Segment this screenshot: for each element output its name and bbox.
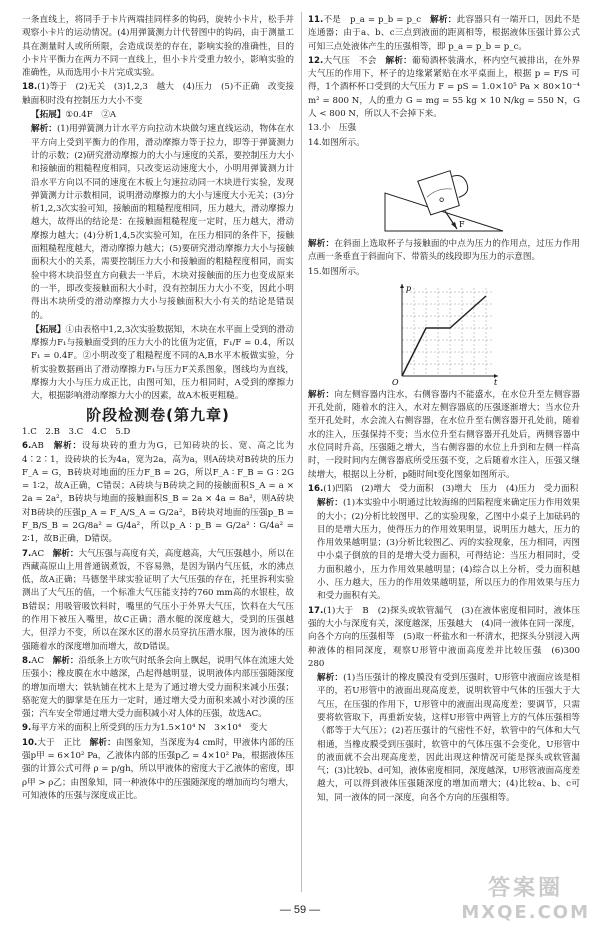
q18-extension bbox=[22, 109, 294, 122]
q14-analysis bbox=[308, 238, 580, 265]
extension-tag: 【拓展】 bbox=[31, 110, 66, 121]
answer-text: AC bbox=[31, 548, 53, 559]
question-8: 8.AC 解析：沿纸条上方吹气时纸条会向上飘起，说明气体在流速大处压强小；橡皮膜在水中越深，凸起得越明显，说明液体内部压强随深度的增加而增大；铁轨铺在枕木上是为了通过增大受力面积来减小压强；骆驼宽大的脚掌是在压力一定时，通过增大受力面积来减小对沙漠的压强；汽车安全带通过增大受力面积减小对人体的压强，故选AC。 bbox=[22, 655, 294, 720]
question-12: 12.大气压 不会 解析：葡萄酒杯装满水，杯内空气被排出，在外界大气压的作用下，杯子的边缘紧紧贴在水平桌面上，根据 p = F/S 可得，1个酒杯杯口受到的大气压力 F = pS = 1.0×10⁵ Pa × 80×10⁻⁴ m² = 800 N，人的重力 G = mg = 55 kg × 10 N/kg = 550 N，G人 < 800 N，所以人不会掉下来。 bbox=[308, 55, 580, 120]
analysis-text: (1)用弹簧测力计水平方向拉动木块做匀速直线运动，物体在水平方向上受到平衡力的作用，滑动摩擦力等于拉力，即等于弹簧测力计的示数；(2)研究滑动摩擦力的大小与速度的关系，要控制压力大小和接触面的粗糙程度相同，只改变运动速度大小，小明用弹簧测力计沿水平方向以不同的速度在木板上匀速拉动同一木块进行实验，发现弹簧测力计示数相同，说明滑动摩擦力的大小与速度大小无关；(3)分析1,2,3次实验可知，接触面的粗糙程度相同，压力越大，滑动摩擦力越大，故得出的结论是：在接触面粗糙程度一定时，压力越大，滑动摩擦力越大；(4)分析1,4,5次实验可知，在压力相同的条件下，接触面粗糙程度越大，滑动摩擦力越大；(5)要研究滑动摩擦力大小与接触面积大小的关系，需要控制压力大小和接触面的粗糙程度相同，而实验中将木块沿竖直方向截去一半后，木块对接触面的压力也变成原来的一半，即改变接触面积大小时，没有控制压力大小不变，因此小明得出木块所受的滑动摩擦力大小与接触面积大小有关的结论是错误的。 bbox=[31, 124, 294, 321]
question-9 bbox=[22, 722, 294, 735]
question-number: 12. bbox=[308, 55, 324, 66]
question-number: 8. bbox=[22, 655, 32, 666]
q15-analysis bbox=[308, 389, 580, 482]
question-14: 14.如图所示。 bbox=[308, 137, 365, 148]
question-number: 11. bbox=[308, 15, 324, 25]
incline-cup-figure bbox=[379, 153, 509, 235]
watermark-logo bbox=[461, 871, 590, 923]
analysis-text: (1)当压强计的橡皮膜没有受到压强时，U形管中液面应该是相平的，若U形管中的液面出现高度差，说明软管中气体的压强大于大气压，在压强的作用下，U形管中的液面出现高度差；要调节，只需要将软管取下，再重新安装，这样U形管中两管上方的气体压强相等（都等于大气压）；(2)若压强计的气密性不好，软管中的气体和大气相通，当橡皮膜受到压强时，软管中的气体压强不会变化，U形管中的液面就不会出现高度差，因此出现这种情况可能是探头或软管漏气；(3)比较b、d可知，液体密度相同，深度越深，U形管液面高度差越大，可以得到液体压强随深度的增加而增大；(4)比较a、b、c可知，同一液体的同一深度，向各个方向的压强相等。 bbox=[317, 673, 580, 803]
page-number: — 59 — bbox=[279, 904, 321, 916]
question-number: 10. bbox=[22, 737, 38, 748]
svg-text:F: F bbox=[459, 219, 465, 229]
answer-text: 大气压 不会 bbox=[323, 55, 386, 66]
question-13: 13.小 压强 bbox=[308, 123, 357, 134]
analysis-text: 大气压强与高度有关，高度越高，大气压强越小，所以在西藏高原山上用普通锅煮饭，不容易熟，是因为锅内气压低，水的沸点低，故A正确；马德堡半球实验证明了大气压强的存在，托里拆利实验测出了大气压的值，一个标准大气压能支持约760 mm高的水银柱，故B错误；用吸管吸饮料时，嘴里的气压小于外界大气压，饮料在大气压的作用下被压入嘴里，故C正确；潜水艇的深度越大，受到的压强越大，但浮力不变，所以在深水区的潜水员穿抗压潜水服，因为液体的压强随着水的深度增加而增大，故D错误。 bbox=[22, 548, 294, 652]
answer-text: 大于 正比 bbox=[37, 737, 90, 748]
question-number: 18. bbox=[22, 82, 38, 93]
q16-analysis: 解析：(1)本实验中小明通过比较海绵的凹陷程度来确定压力作用效果的大小；(2)分析比较图甲、乙的实验现象，乙图中小桌子上加砝码的目的是增大压力，使得压力的作用效果明显，说明压力越大，压力的作用效果越明显；(3)分析比较图乙、丙的实验现象，压力相同，丙图中小桌子倒放的目的是增大受力面积，可得结论：当压力相同时，受力面积越小，压力作用效果越明显；(4)综合以上分析，受力面积越小、压力越大，压力的作用效果越明显，所以压力的作用效果与压力和受力面积有关。 bbox=[317, 498, 580, 602]
analysis-tag: 解析： bbox=[31, 124, 57, 135]
question-6: 6.AB 解析：设每块砖的重力为G，已知砖块的长、宽、高之比为4∶2∶1，设砖块的长为4a，宽为2a，高为a，则A砖块对B砖块的压力F_A = G，B砖块对地面的压力F_B = 2G，所以F_A ∶ F_B = G ∶ 2G = 1∶2，故A正确，C错误；A砖块与B砖块之间的接触面积S_A = a × 2a = 2a²，B砖块与地面的接触面积S_B = 2a × 4a = 8a²，则A砖块对B砖块的压强p_A = F_A/S_A = G/2a²，B砖块对地面的压强p_B = F_B/S_B = 2G/8a² = G/4a²，所以p_A ∶ p_B = G/2a² ∶ G/4a² = 2∶1，故B正确，D错误。 bbox=[22, 441, 294, 545]
question-17 bbox=[308, 605, 589, 671]
answer-text: 不是 p_a = p_b = p_c bbox=[323, 15, 431, 25]
right-column bbox=[308, 14, 589, 806]
column-divider bbox=[301, 12, 302, 892]
watermark-bottom: MXQE.COM bbox=[461, 902, 590, 923]
question-number: 9. bbox=[22, 723, 32, 734]
question-number: 6. bbox=[22, 441, 32, 452]
analysis-text: 在斜面上选取杯子与接触面的中点为压力的作用点，过压力作用点画一条垂直于斜面向下、带箭头的线段即为压力的示意图。 bbox=[308, 238, 580, 263]
answer-text: (1)大于 B (2)探头或软管漏气 (3)在液体密度相同时，液体压强的大小与深度有关，深度越深，压强越大 (4)同一液体在同一深度，向各个方向的压强相等 (5)取一杯盐水和一杯清水，把探头分别浸入两种液体的相同深度，观察U形管中液面高度差并比较压强 (6)300 280 bbox=[308, 605, 589, 669]
answers-1-5: 1.C 2.B 3.C 4.C 5.D bbox=[22, 426, 131, 437]
analysis-text: 葡萄酒杯装满水，杯内空气被排出，在外界大气压的作用下，杯子的边缘紧紧贴在水平桌面上，根据 p = F/S 可得，1个酒杯杯口受到的大气压力 F = pS = 1.0×10⁵ Pa × 80×10⁻⁴ m² = 800 N，人的重力 G = mg = 55 kg × 10 N/kg = 550 N，G人 < 800 N，所以人不会掉下来。 bbox=[308, 55, 580, 120]
answer-text: AC bbox=[31, 655, 53, 666]
analysis-text: 设每块砖的重力为G，已知砖块的长、宽、高之比为4∶2∶1，设砖块的长为4a，宽为2a，高为a，则A砖块对B砖块的压力F_A = G，B砖块对地面的压力F_B = 2G，所以F_A ∶ F_B = G ∶ 2G = 1∶2，故A正确，C错误；A砖块与B砖块之间的接触面积S_A = a × 2a = 2a²，B砖块与地面的接触面积S_B = 2a × 4a = 8a²，则A砖块对B砖块的压强p_A = F_A/S_A = G/2a²，B砖块对地面的压强p_B = F_B/S_B = 2G/8a² = G/4a²，所以p_A ∶ p_B = G/2a² ∶ G/4a² = 2∶1，故B正确，D错误。 bbox=[22, 441, 294, 545]
answer-text: 每平方米的面积上所受到的压力为1.5×10⁴ N 3×10⁴ 变大 bbox=[31, 723, 268, 734]
axis-label-p: p bbox=[406, 283, 412, 293]
extension-text: ①0.4F ②A bbox=[65, 110, 117, 121]
extension-tag: 【拓展】 bbox=[31, 324, 66, 335]
section-heading: 阶段检测卷(第九章) bbox=[86, 405, 230, 424]
analysis-text: 沿纸条上方吹气时纸条会向上飘起，说明气体在流速大处压强小；橡皮膜在水中越深，凸起得越明显，说明液体内部压强随深度的增加而增大；铁轨铺在枕木上是为了通过增大受力面积来减小压强；骆驼宽大的脚掌是在压力一定时，通过增大受力面积来减小对沙漠的压强；汽车安全带通过增大受力面积减小对人体的压强，故选AC。 bbox=[22, 655, 294, 720]
analysis-tag: 解析： bbox=[308, 238, 335, 249]
left-column bbox=[22, 14, 294, 804]
analysis-text: (1)本实验中小明通过比较海绵的凹陷程度来确定压力作用效果的大小；(2)分析比较图甲、乙的实验现象，乙图中小桌子上加砝码的目的是增大压力，使得压力的作用效果明显，说明压力越大，压力的作用效果越明显；(3)分析比较图乙、丙的实验现象，压力相同，丙图中小桌子倒放的目的是增大受力面积，可得结论：当压力相同时，受力面积越小，压力作用效果越明显；(4)综合以上分析，受力面积越小、压力越大，压力的作用效果越明显，所以压力的作用效果与压力和受力面积有关。 bbox=[317, 498, 580, 602]
question-7: 7.AC 解析：大气压强与高度有关，高度越高，大气压强越小，所以在西藏高原山上用普通锅煮饭，不容易熟，是因为锅内气压低，水的沸点低，故A正确；马德堡半球实验证明了大气压强的存在，托里拆利实验测出了大气压的值，一个标准大气压能支持约760 mm高的水银柱，故B错误；用吸管吸饮料时，嘴里的气压小于外界大气压，饮料在大气压的作用下被压入嘴里，故C正确；潜水艇的深度越大，受到的压强越大，但浮力不变，所以在深水区的潜水员穿抗压潜水服，因为液体的压强随着水的深度增加而增大，故D错误。 bbox=[22, 548, 294, 652]
q17-analysis: 解析：(1)当压强计的橡皮膜没有受到压强时，U形管中液面应该是相平的，若U形管中的液面出现高度差，说明软管中气体的压强大于大气压，在压强的作用下，U形管中的液面出现高度差；要调节，只需要将软管取下，再重新安装，这样U形管中两管上方的气体压强相等（都等于大气压）；(2)若压强计的气密性不好，软管中的气体和大气相通，当橡皮膜受到压强时，软管中的气体压强不会变化，U形管中的液面就不会出现高度差，因此出现这种情况可能是探头或软管漏气；(3)比较b、d可知，液体密度相同，深度越深，U形管液面高度差越大，可以得到液体压强随深度的增加而增大；(4)比较a、b、c可知，同一液体的同一深度，向各个方向的压强相等。 bbox=[317, 673, 580, 803]
question-number: 16. bbox=[308, 483, 324, 494]
axis-label-t: t bbox=[494, 377, 498, 386]
axis-origin: O bbox=[392, 377, 399, 386]
q18-analysis bbox=[22, 123, 294, 322]
analysis-tag: 解析： bbox=[308, 389, 335, 400]
answer-text: (1)凹陷 (2)增大 受力面积 (3)增大 压力 (4)压力 受力面积 bbox=[323, 483, 579, 494]
intro-paragraph: 一条直线上，将同手于卡片两端挂同样多的钩码，旋转小卡片，松手并观察小卡片的运动情况。(4)用弹簧测力计代替图中的钩码，由于测量工具在测量时人或所所限，会造成误差的存在，影响实验的准确性，目的小卡片平衡力在两力不同一直线上，但小卡片受重力较小，影响实验的准确性，从而选用小卡片完成实验。 bbox=[22, 15, 294, 79]
question-18 bbox=[22, 81, 294, 108]
extension-analysis-text: ①由表格中1,2,3次实验数据知，木块在水平面上受到的滑动摩擦力F₁与接触面受到的压力大小的比值为定值，F₁/F = 0.4，所以 F₁ = 0.4F。②小明改变了粗糙程度不同的A,B水平木板做实验，分析实验数据画出了滑动摩擦力F₁与压力F关系图象，图线均为直线，摩擦力大小与压力成正比，由图可知，压力相同时，A受到的摩擦力大，根据影响滑动摩擦力大小的因素，故A木板更粗糙。 bbox=[31, 324, 294, 402]
analysis-text: 向左侧容器内注水，右侧容器内不能盛水，在水位升至左侧容器开孔处前，随着水的注入，水对左侧容器底的压强逐渐增大；当水位升至开孔处时，水会流入右侧容器，在水位升至右侧容器开孔处前，随着水的注入，压强保持不变；当水位升至右侧容器开孔处后，两侧容器中水位同时升高，压强随之增大，当右侧容器的水位上升到和左侧一样高时，一段时间内左侧容器底所受压强不变，之后随着水注入，压强又继续增大，根据以上分析，p随时间t变化图象如图所示。 bbox=[308, 389, 580, 480]
answer-text: (1)等于 (2)无关 (3)1,2,3 越大 (4)压力 (5)不正确 改变接触面积时没有控制压力大小不变 bbox=[22, 82, 294, 106]
q18-extension-analysis bbox=[22, 324, 294, 404]
question-10: 10.大于 正比 解析：由图象知，当深度为4 cm时，甲液体内部的压强p甲 = 6×10² Pa，乙液体内部的压强p乙 = 4×10² Pa，根据液体压强的计算公式可得 ρ = p/gh，所以甲液体的密度大于乙液体的密度，即ρ甲 > ρ乙；由图象知，同一种液体中的压强随深度的增加而均匀增大，可知液体的压强与深度成正比。 bbox=[22, 737, 294, 801]
analysis-text: 此容器只有一端开口，因此不是连通器；由于a、b、c三点到液面的距离相等，根据液体压强计算公式可知三点处液体产生的压强相等，即 p_a = p_b = p_c。 bbox=[308, 15, 580, 52]
question-15: 15.如图所示。 bbox=[308, 266, 365, 277]
answer-text: AB bbox=[31, 441, 54, 452]
pressure-time-graph bbox=[384, 282, 504, 386]
analysis-text: 由图象知，当深度为4 cm时，甲液体内部的压强p甲 = 6×10² Pa，乙液体内部的压强p乙 = 4×10² Pa，根据液体压强的计算公式可得 ρ = p/gh，所以甲液体的密度大于乙液体的密度，即ρ甲 > ρ乙；由图象知，同一种液体中的压强随深度的增加而均匀增大，可知液体的压强与深度成正比。 bbox=[22, 737, 294, 801]
question-16 bbox=[308, 483, 580, 496]
watermark-top: 答案圈 bbox=[488, 876, 564, 901]
question-number: 17. bbox=[308, 605, 324, 616]
question-11: 11.不是 p_a = p_b = p_c 解析：此容器只有一端开口，因此不是连通器；由于a、b、c三点到液面的距离相等，根据液体压强计算公式可知三点处液体产生的压强相等，即 p_a = p_b = p_c。 bbox=[308, 15, 580, 52]
question-number: 7. bbox=[22, 548, 32, 559]
